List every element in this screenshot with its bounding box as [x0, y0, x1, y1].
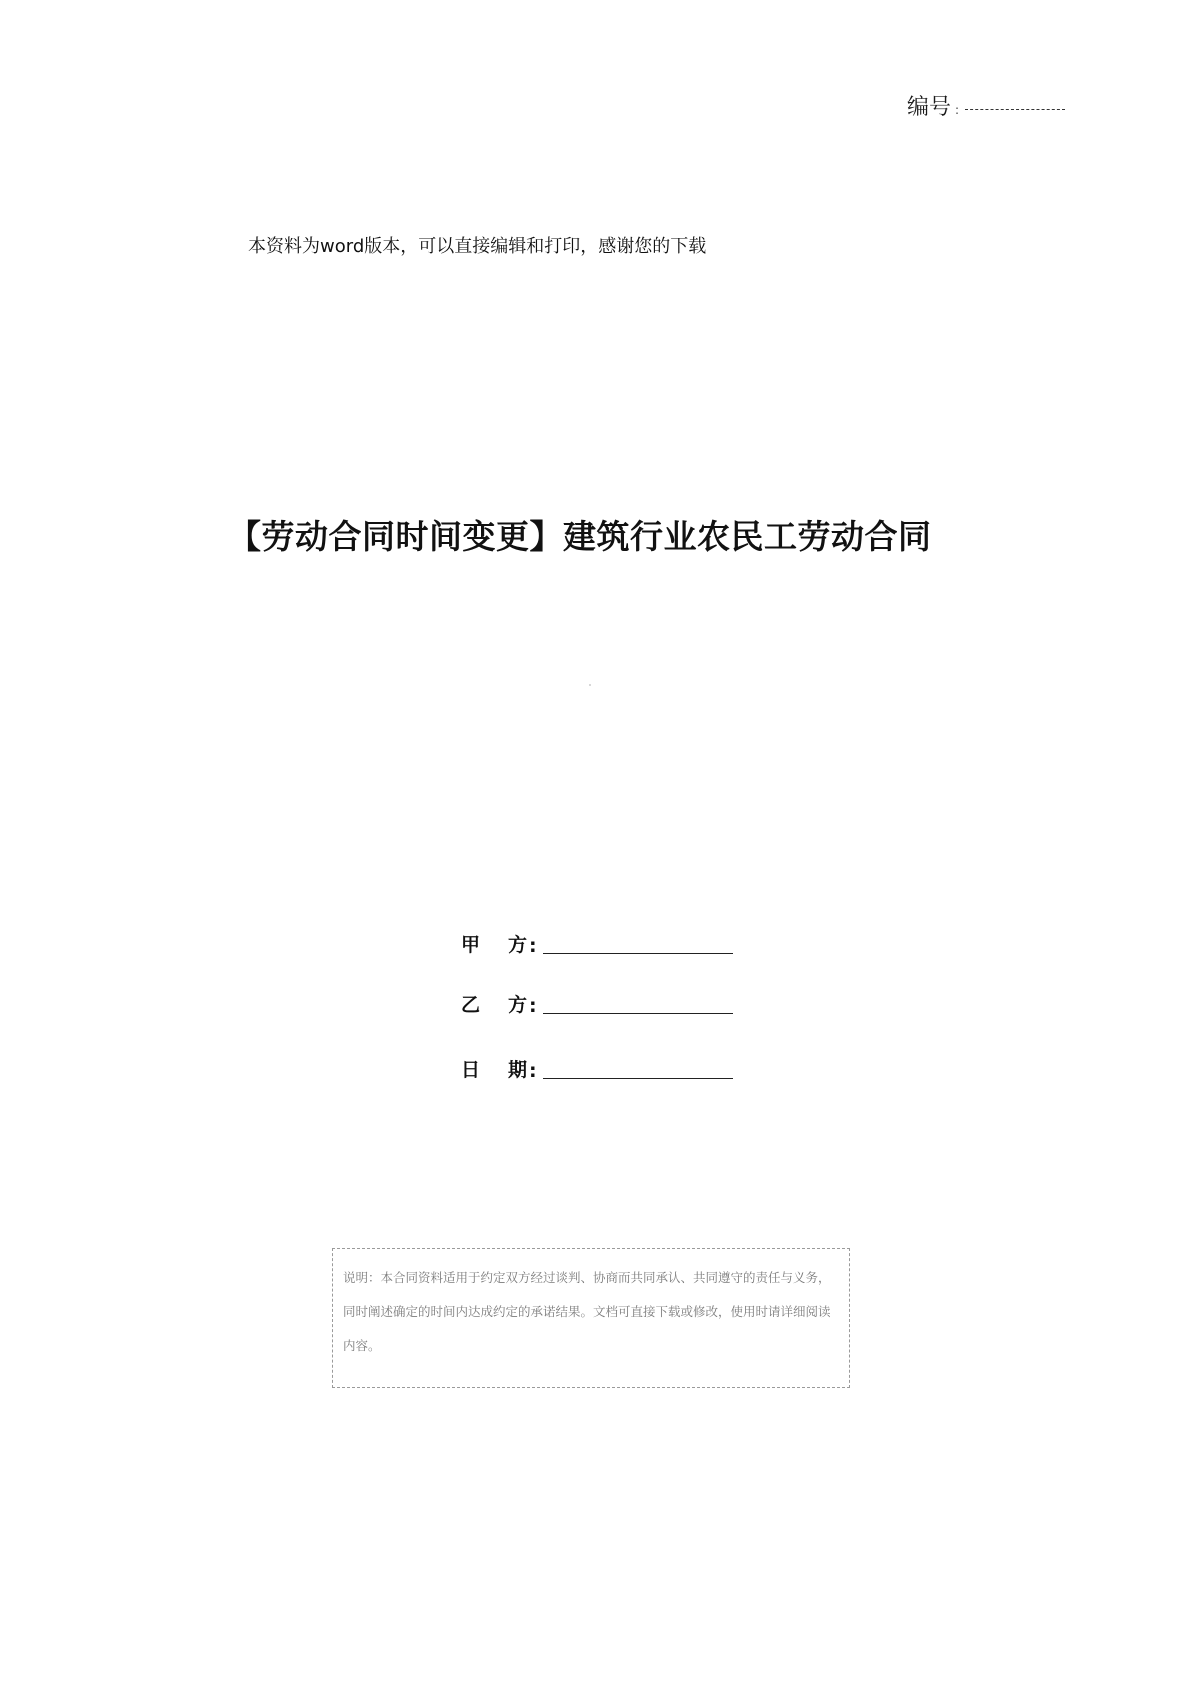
party-b-blank-line	[543, 1013, 733, 1014]
date-label: 日 期	[461, 1059, 527, 1081]
serial-blank-line	[965, 108, 1065, 110]
party-b-label: 乙 方	[461, 994, 527, 1016]
download-notice: 本资料为word版本，可以直接编辑和打印，感谢您的下载	[248, 236, 707, 257]
party-a-label: 甲 方	[461, 934, 527, 956]
party-a-field	[461, 930, 733, 957]
usage-note-text: 说明：本合同资料适用于约定双方经过谈判、协商而共同承认、共同遵守的责任与义务，同时阐述确定的时间内达成约定的承诺结果。文档可直接下载或修改，使用时请详细阅读内容。	[343, 1270, 831, 1353]
party-a-blank-line	[543, 953, 733, 954]
serial-colon: :	[955, 103, 960, 117]
party-b-colon: :	[529, 995, 537, 1017]
serial-label: 编号	[907, 95, 952, 120]
date-colon: :	[529, 1060, 537, 1082]
document-title: 【劳动合同时间变更】建筑行业农民工劳动合同	[228, 517, 932, 556]
decorative-dot	[589, 684, 591, 686]
usage-note	[332, 1248, 850, 1388]
party-b-field	[461, 990, 733, 1017]
serial-number	[907, 90, 1065, 121]
date-blank-line	[543, 1078, 733, 1079]
party-a-colon: :	[529, 935, 537, 957]
date-field	[461, 1055, 733, 1082]
